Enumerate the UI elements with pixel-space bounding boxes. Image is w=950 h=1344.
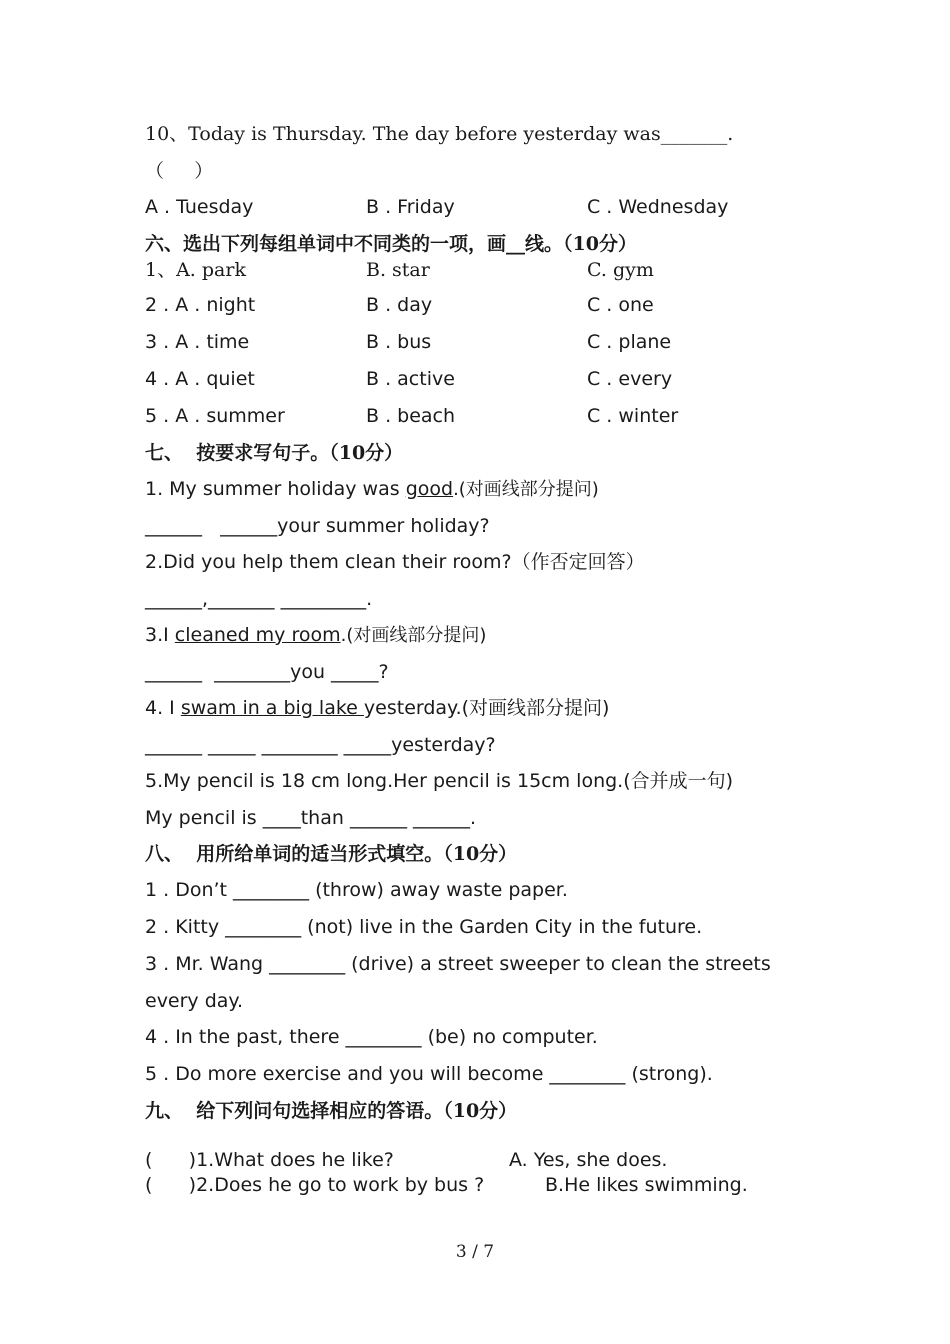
s6-row-1-b: B. star — [366, 259, 430, 281]
s7-q4 — [145, 695, 825, 721]
page-number: 3 / 7 — [455, 1242, 495, 1262]
s7-q1-underlined: good — [405, 478, 454, 500]
q10-answer-bracket: （ ） — [145, 160, 214, 182]
s9-q2: ( )2.Does he go to work by bus ? — [145, 1174, 485, 1196]
section-9-title: 九、 给下列问句选择相应的答语。（10分） — [145, 1100, 518, 1122]
s7-q5-answer: My pencil is ____than ______ ______. — [145, 807, 477, 829]
q10-option-a: A . Tuesday — [145, 196, 254, 218]
s7-q5: 5.My pencil is 18 cm long.Her pencil is 15cm long.(合并成一句) — [145, 770, 734, 792]
s6-row-2-b: B . day — [366, 294, 433, 316]
section-7-title: 七、 按要求写句子。（10分） — [145, 442, 404, 464]
s7-q1 — [145, 476, 825, 503]
q10-option-c: C . Wednesday — [587, 196, 729, 218]
s6-row-5-c: C . winter — [587, 405, 679, 427]
s7-q4-underlined: swam in a big lake — [180, 697, 364, 719]
s8-q3-line1: 3 . Mr. Wang ________ (drive) a street sweeper to clean the streets — [145, 953, 771, 975]
section-6-title: 六、选出下列每组单词中不同类的一项，画__线。（10分） — [145, 233, 637, 255]
s7-q3-pre: 3.I — [145, 624, 175, 646]
s7-q4-post: yesterday.(对画线部分提问) — [363, 697, 610, 719]
s6-row-3-b: B . bus — [366, 331, 432, 353]
s7-q3 — [145, 622, 825, 649]
s6-row-1-c: C. gym — [587, 259, 654, 281]
s9-q1: ( )1.What does he like? — [145, 1149, 394, 1171]
s6-row-3-c: C . plane — [587, 331, 672, 353]
s8-q4: 4 . In the past, there ________ (be) no computer. — [145, 1026, 598, 1048]
s8-q2: 2 . Kitty ________ (not) live in the Garden City in the future. — [145, 916, 703, 938]
s6-row-2-c: C . one — [587, 294, 654, 316]
section-8-title: 八、 用所给单词的适当形式填空。（10分） — [145, 843, 518, 865]
s7-q1-instruction: .(对画线部分提问) — [453, 479, 599, 500]
s8-q1: 1 . Don’t ________ (throw) away waste paper. — [145, 879, 568, 901]
s7-q4-pre: 4. I — [145, 697, 181, 719]
s8-q5: 5 . Do more exercise and you will become ________ (strong). — [145, 1063, 713, 1085]
s6-row-2-a: 2 . A . night — [145, 294, 256, 316]
s7-q3-instruction: .(对画线部分提问) — [340, 625, 487, 646]
s6-row-5-a: 5 . A . summer — [145, 405, 285, 427]
s6-row-4-a: 4 . A . quiet — [145, 368, 255, 390]
s7-q3-underlined: cleaned my room — [174, 624, 341, 646]
s7-q3-answer: ______ ________you _____? — [145, 661, 389, 683]
q10-text: 10、Today is Thursday. The day before yesterday was_______. — [145, 123, 734, 145]
s6-row-4-c: C . every — [587, 368, 673, 390]
s6-row-5-b: B . beach — [366, 405, 456, 427]
s7-q1-pre: 1. My summer holiday was — [145, 478, 406, 500]
s7-q1-answer: ______ ______your summer holiday? — [145, 515, 490, 537]
s8-q3-line2: every day. — [145, 990, 243, 1012]
s9-a2: B.He likes swimming. — [545, 1174, 748, 1196]
s7-q2: 2.Did you help them clean their room?（作否定回答） — [145, 551, 645, 573]
s6-row-4-b: B . active — [366, 368, 455, 390]
s6-row-1-a: 1、A. park — [145, 259, 246, 281]
s7-q2-answer: ______,_______ _________. — [145, 588, 373, 610]
s6-row-3-a: 3 . A . time — [145, 331, 250, 353]
s7-q4-answer: ______ _____ ________ _____yesterday? — [145, 734, 496, 756]
q10-option-b: B . Friday — [366, 196, 455, 218]
s9-a1: A. Yes, she does. — [509, 1149, 668, 1171]
